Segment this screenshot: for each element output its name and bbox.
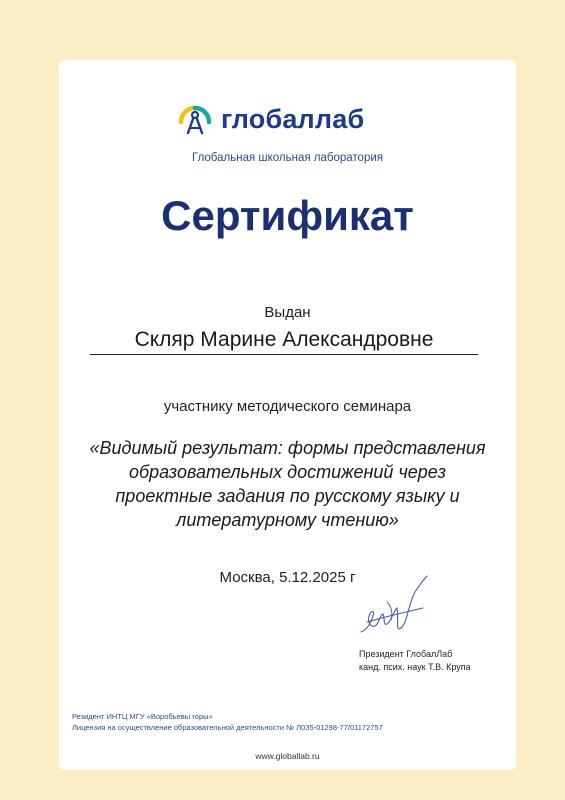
seminar-title-line: «Видимый результат: формы представления [89,438,486,458]
seminar-title-line: литературному чтению» [176,510,399,530]
seminar-title-line: проектные задания по русскому языку и [115,486,460,506]
seminar-title [65,436,510,532]
signatory-title: Президент ГлобалЛаб [359,649,453,659]
signature-icon [357,572,431,642]
resident-info: Резидент ИНТЦ МГУ «Воробьевы горы» [72,712,213,721]
recipient-name: Скляр Марине Александровне [90,328,478,355]
issued-label: Выдан [264,304,311,321]
signatory-name: канд. псих. наук Т.В. Крупа [359,662,471,672]
license-info: Лицензия на осуществление образовательной деятельности № Л035-01298-77/01172757 [72,723,383,732]
website-link[interactable]: www.globallab.ru [255,751,320,761]
recipient-role: участнику методического семинара [163,398,412,415]
certificate-title: Сертификат [161,192,414,239]
brand-name: глобаллаб [221,104,365,134]
brand-logo [175,102,405,142]
certificate-sheet [59,60,516,770]
compass-logo-icon [175,102,215,142]
legal-footer [72,711,383,733]
seminar-title-line: образовательных достижений через [129,462,446,482]
signatory-block [359,648,471,674]
brand-tagline: Глобальная школьная лаборатория [191,152,383,164]
place-date: Москва, 5.12.2025 г [219,569,356,586]
